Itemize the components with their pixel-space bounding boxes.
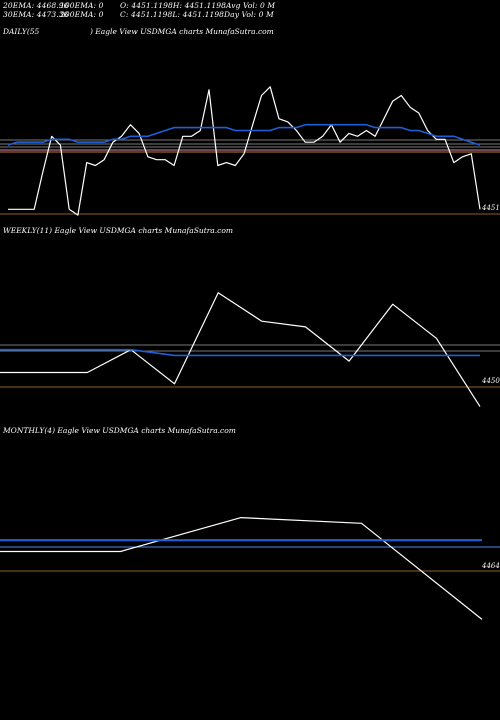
daily-price-line: [8, 87, 480, 215]
ema100-label: 100EMA: 0: [60, 1, 104, 10]
weekly-price-label: 4450: [482, 377, 500, 385]
monthly-price-line: [0, 518, 482, 620]
monthly-panel-label: MONTHLY(4) Eagle View USDMGA charts MunafaSutra.com: [3, 426, 236, 435]
ema200-label: 200EMA: 0: [60, 10, 104, 19]
ema20-label: 20EMA: 4468.96: [3, 1, 69, 10]
ema30-label: 30EMA: 4473.36: [3, 10, 69, 19]
ohlc-top-label: O: 4451.1198H: 4451.1198Avg Vol: 0 M: [120, 1, 276, 10]
weekly-ema-line: [0, 350, 480, 356]
daily-ema-line: [8, 125, 480, 145]
daily-price-label: 4451: [482, 204, 500, 212]
ohlc-bottom-label: C: 4451.1198L: 4451.1198Day Vol: 0 M: [120, 10, 274, 19]
monthly-price-label: 4464: [482, 562, 500, 570]
daily-panel-label: DAILY(55: [3, 27, 40, 36]
weekly-panel-label: WEEKLY(11) Eagle View USDMGA charts MunafaSutra.com: [3, 226, 233, 235]
daily-panel-caption: ) Eagle View USDMGA charts MunafaSutra.com: [90, 27, 274, 36]
